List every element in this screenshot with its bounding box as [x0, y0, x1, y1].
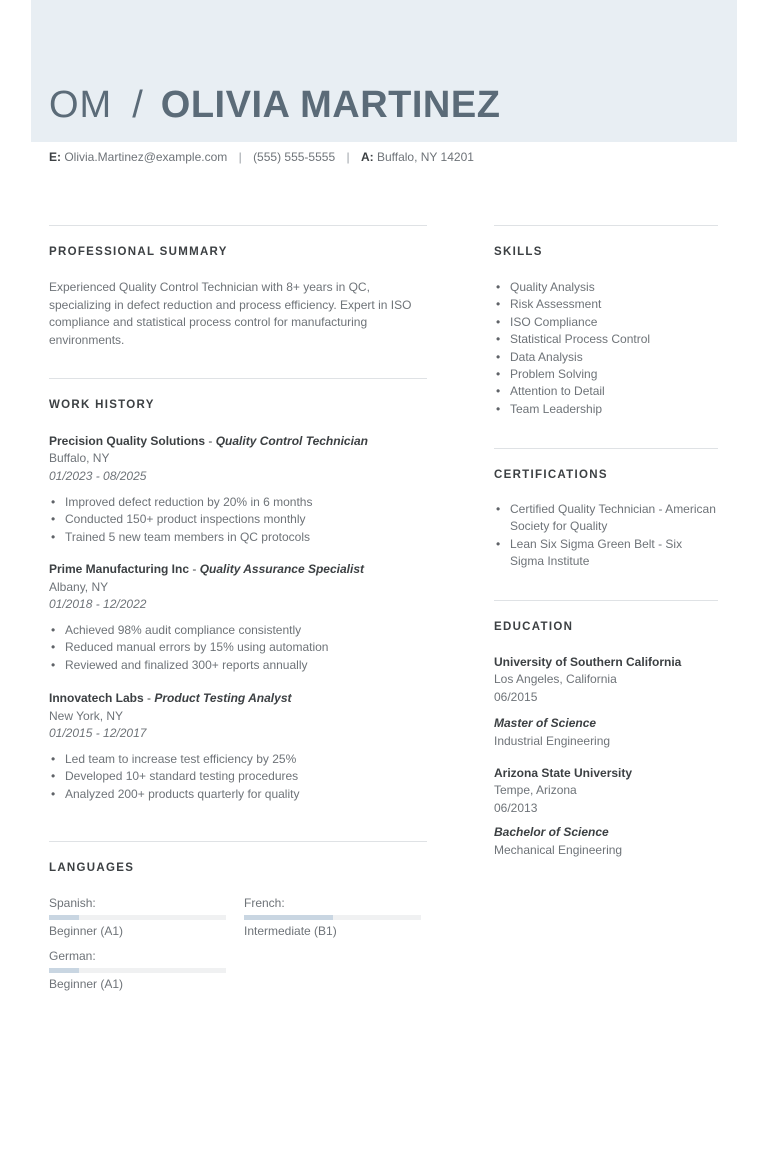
skills-list	[494, 279, 718, 418]
skill-item: • Quality Analysis	[494, 279, 718, 296]
job-bullet: • Analyzed 200+ products quarterly for quality	[49, 786, 427, 803]
languages-title: LANGUAGES	[49, 862, 135, 874]
summary-text: Experienced Quality Control Technician with 8+ years in QC, specializing in defect reduction and process efficiency. Expert in ISO compliance and statistical process control for manufacturing environments.	[49, 280, 412, 347]
job-heading	[49, 691, 292, 705]
job-heading	[49, 434, 368, 448]
certification-item: • Certified Quality Technician - American Society for Quality	[494, 501, 718, 536]
job-heading	[49, 562, 364, 576]
education-degree: Bachelor of Science	[494, 825, 609, 839]
language-proficiency-fill	[49, 915, 79, 920]
language-proficiency-fill	[244, 915, 333, 920]
job-bullets	[49, 622, 427, 674]
job-role: Quality Control Technician	[215, 434, 368, 448]
phone-number[interactable]: (555) 555-5555	[253, 150, 336, 164]
job-location: Albany, NY	[49, 580, 109, 594]
job-bullet: • Reviewed and finalized 300+ reports annually	[49, 657, 427, 674]
job-dash: -	[143, 691, 155, 705]
certifications-list	[494, 501, 718, 571]
education-school: University of Southern California	[494, 655, 682, 669]
section-divider	[49, 225, 427, 226]
job-bullet: • Reduced manual errors by 15% using automation	[49, 639, 427, 656]
job-bullets	[49, 751, 427, 803]
section-divider	[49, 378, 427, 379]
language-name: Spanish:	[49, 896, 96, 910]
education-location: Tempe, Arizona	[494, 783, 577, 797]
name-separator: /	[132, 84, 143, 126]
job-dash: -	[205, 434, 216, 448]
contact-separator: |	[238, 150, 242, 164]
work-history-title: WORK HISTORY	[49, 399, 155, 411]
contact-line	[49, 150, 474, 164]
summary-title: PROFESSIONAL SUMMARY	[49, 246, 228, 258]
email-label: E:	[49, 150, 61, 164]
job-bullet: • Led team to increase test efficiency by 25%	[49, 751, 427, 768]
skills-title: SKILLS	[494, 246, 543, 258]
job-dates: 01/2018 - 12/2022	[49, 597, 147, 611]
education-date: 06/2013	[494, 801, 538, 815]
language-name: German:	[49, 949, 96, 963]
skill-item: • ISO Compliance	[494, 314, 718, 331]
language-level: Beginner (A1)	[49, 924, 124, 938]
address-label: A:	[360, 150, 374, 164]
job-dates: 01/2015 - 12/2017	[49, 726, 147, 740]
language-proficiency-fill	[49, 968, 79, 973]
education-field: Mechanical Engineering	[494, 843, 623, 857]
job-bullet: • Improved defect reduction by 20% in 6 months	[49, 494, 427, 511]
education-school: Arizona State University	[494, 766, 633, 780]
job-bullet: • Trained 5 new team members in QC protocols	[49, 529, 427, 546]
skill-item: • Statistical Process Control	[494, 331, 718, 348]
section-divider	[494, 448, 718, 449]
job-bullet: • Achieved 98% audit compliance consistently	[49, 622, 427, 639]
job-dates: 01/2023 - 08/2025	[49, 469, 147, 483]
certifications-title: CERTIFICATIONS	[494, 469, 608, 481]
language-name: French:	[244, 896, 285, 910]
language-proficiency-bar	[49, 968, 226, 973]
certification-item: • Lean Six Sigma Green Belt - Six Sigma Institute	[494, 536, 718, 571]
email-link[interactable]: Olivia.Martinez@example.com	[64, 150, 228, 164]
initials: OM	[49, 84, 113, 126]
section-divider	[494, 600, 718, 601]
name-heading	[49, 84, 500, 130]
job-company: Innovatech Labs	[49, 691, 144, 705]
language-level: Intermediate (B1)	[244, 924, 337, 938]
job-role: Product Testing Analyst	[154, 691, 292, 705]
skill-item: • Problem Solving	[494, 366, 718, 383]
language-level: Beginner (A1)	[49, 977, 124, 991]
section-divider	[494, 225, 718, 226]
job-location: Buffalo, NY	[49, 451, 110, 465]
job-bullets	[49, 494, 427, 546]
skill-item: • Attention to Detail	[494, 383, 718, 400]
skill-item: • Risk Assessment	[494, 296, 718, 313]
job-bullet: • Conducted 150+ product inspections monthly	[49, 511, 427, 528]
skill-item: • Team Leadership	[494, 401, 718, 418]
full-name: OLIVIA MARTINEZ	[160, 84, 501, 126]
education-title: EDUCATION	[494, 621, 574, 633]
address: Buffalo, NY 14201	[376, 150, 474, 164]
education-degree: Master of Science	[494, 716, 597, 730]
language-proficiency-bar	[49, 915, 226, 920]
job-company: Prime Manufacturing Inc	[49, 562, 190, 576]
contact-separator: |	[346, 150, 350, 164]
education-date: 06/2015	[494, 690, 538, 704]
education-field: Industrial Engineering	[494, 734, 611, 748]
job-location: New York, NY	[49, 709, 124, 723]
language-proficiency-bar	[244, 915, 421, 920]
job-dash: -	[189, 562, 200, 576]
job-bullet: • Developed 10+ standard testing procedures	[49, 768, 427, 785]
section-divider	[49, 841, 427, 842]
education-location: Los Angeles, California	[494, 672, 617, 686]
skill-item: • Data Analysis	[494, 349, 718, 366]
job-role: Quality Assurance Specialist	[199, 562, 364, 576]
job-company: Precision Quality Solutions	[49, 434, 206, 448]
